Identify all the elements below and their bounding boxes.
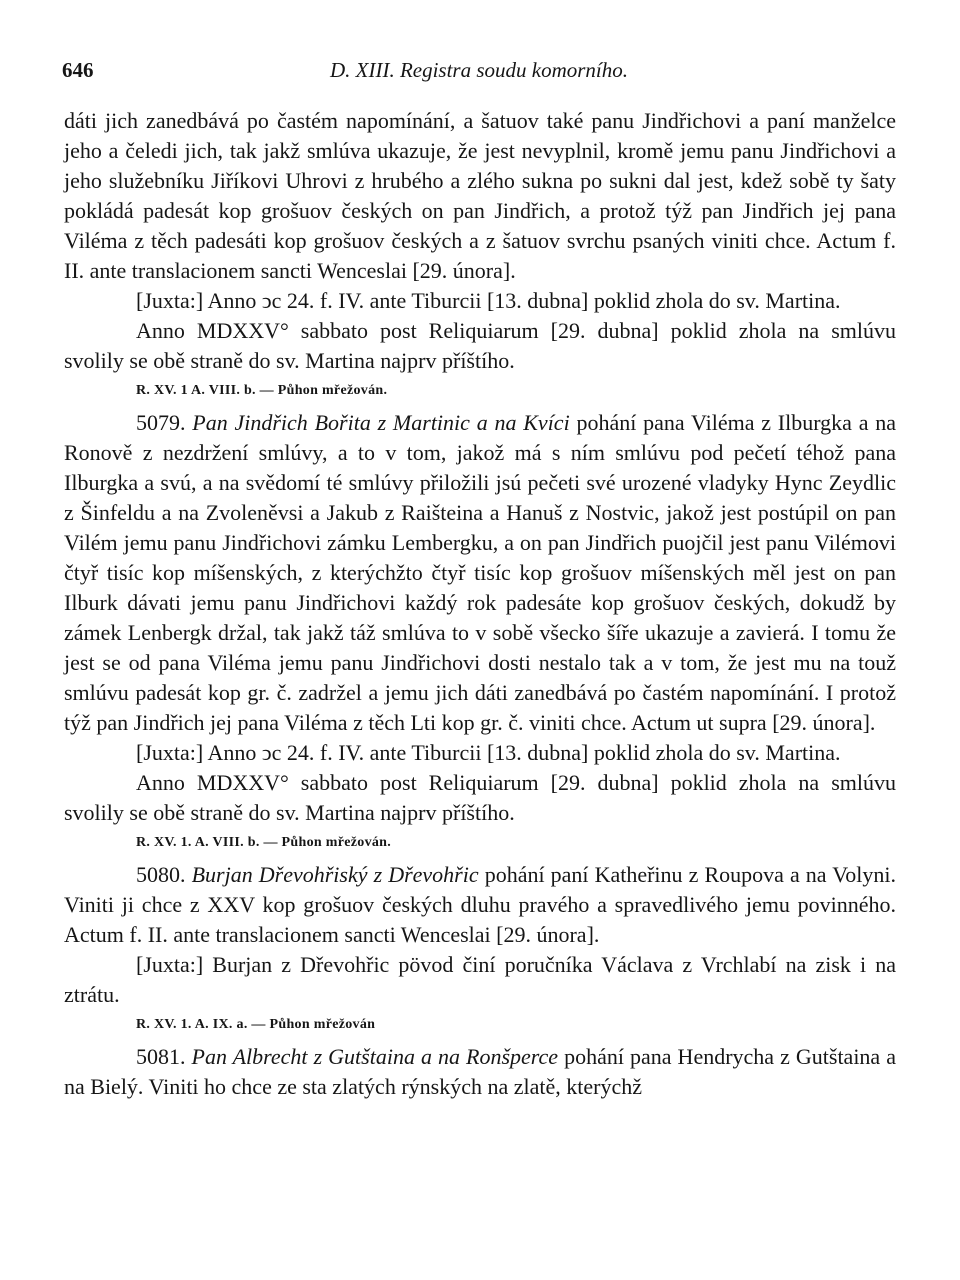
entry-5080 <box>64 860 896 950</box>
archival-note: R. XV. 1. A. IX. a. — Půhon mřežován <box>136 1017 376 1032</box>
page-header <box>62 58 896 88</box>
paragraph: [Juxta:] Anno ↄc 24. f. IV. ante Tiburcii [13. dubna] poklid zhola do sv. Martina. <box>136 288 841 313</box>
entry-text: pohání pana Hendrycha z Gutštaina a na Bielý. Viniti ho chce ze sta zlatých rýnských na zlatě, kterýchž <box>64 1044 896 1099</box>
entry-text: pohání pana Viléma z Ilburgka a na Ronově z nezdržení smlúvy, a to v tom, jakož má s ním smlúvu pod pečetí téhož pana Ilburgka a svú, a na svědomí té smlúvy přiložili jsú pečeti své urozené vladyky Hync Zeydlic z Šinfeldu a na Zvoleněvsi a Jakub z Raišteina a Hanuš z Nostvic, jakož jest postúpil on pan Vilém jemu panu Jindřichovi zámku Lembergku, a on pan Jindřich puojčil jest panu Vilémovi čtyř tisíc kop míšenských, z kterýchžto čtyř tisíc kop grošuov míšenských měl jest on pan Ilburk dávati jemu panu Jindřichovi každý rok padesáte kop grošuov českých, dokudž by zámek Lenbergk držal, tak jakž táž smlúva to v sobě všecko šíře ukazuje a zavierá. I tomu že jest se od pana Viléma jemu panu Jindřichovi dosti nestalo tak a v tom, že jest mu na touž smlúvu padesát kop gr. č. zadržel a jemu jich dáti zanedbává po častém napomínání. I protož týž pan Jindřich jej pana Viléma z těch Lti kop gr. č. viniti chce. Actum ut supra [29. února]. <box>64 410 896 735</box>
entry-text: pohání paní Katheřinu z Roupova a na Volyni. Viniti ji chce z XXV kop grošuov českých dluhu pravého a spravedlivého jemu povinného. Actum f. II. ante translacionem sancti Wenceslai [29. února]. <box>64 862 896 947</box>
paragraph: Anno MDXXV° sabbato post Reliquiarum [29. dubna] poklid zhola na smlúvu svolily se obě straně do sv. Martina najprv příštího. <box>64 318 896 373</box>
entry-5079 <box>64 408 896 738</box>
entry-number: 5080. <box>136 862 186 887</box>
archival-note: R. XV. 1. A. VIII. b. — Půhon mřežován. <box>136 835 392 850</box>
page-body <box>64 106 896 1102</box>
entry-number: 5081. <box>136 1044 186 1069</box>
paragraph: Anno MDXXV° sabbato post Reliquiarum [29. dubna] poklid zhola na smlúvu svolily se obě straně do sv. Martina najprv příštího. <box>64 770 896 825</box>
archival-note: R. XV. 1 A. VIII. b. — Půhon mřežován. <box>136 383 388 398</box>
entry-party: Pan Albrecht z Gutštaina a na Ronšperce <box>191 1044 559 1069</box>
page-number: 646 <box>62 58 94 82</box>
running-head: D. XIII. Registra soudu komorního. <box>329 58 629 82</box>
entry-5081 <box>64 1042 896 1102</box>
paragraph: [Juxta:] Anno ↄc 24. f. IV. ante Tiburcii [13. dubna] poklid zhola do sv. Martina. <box>136 740 841 765</box>
paragraph: [Juxta:] Burjan z Dřevohřic pövod činí poručníka Václava z Vrchlabí na zisk i na ztrátu. <box>64 952 896 1007</box>
paragraph: dáti jich zanedbává po častém napomínání, a šatuov také panu Jindřichovi a paní manželce jeho a čeledi jich, tak jakž smlúva ukazuje, že jest nevyplnil, kromě jemu panu Jindřichovi a jeho služebníku Jiříkovi Uhrovi z hrubého a zlého sukna po sukni dal jest, kdež sobě ty šaty pokládá padesát kop grošuov českých on pan Jindřich, a protož týž pan Jindřich jej pana Viléma z těch padesáti kop grošuov českých a z šatuov svrchu psaných viniti chce. Actum f. II. ante translacionem sancti Wenceslai [29. února]. <box>64 108 896 283</box>
entry-party: Burjan Dřevohřiský z Dřevohřic <box>191 862 479 887</box>
entry-number: 5079. <box>136 410 186 435</box>
entry-party: Pan Jindřich Bořita z Martinic a na Kvíci <box>192 410 570 435</box>
